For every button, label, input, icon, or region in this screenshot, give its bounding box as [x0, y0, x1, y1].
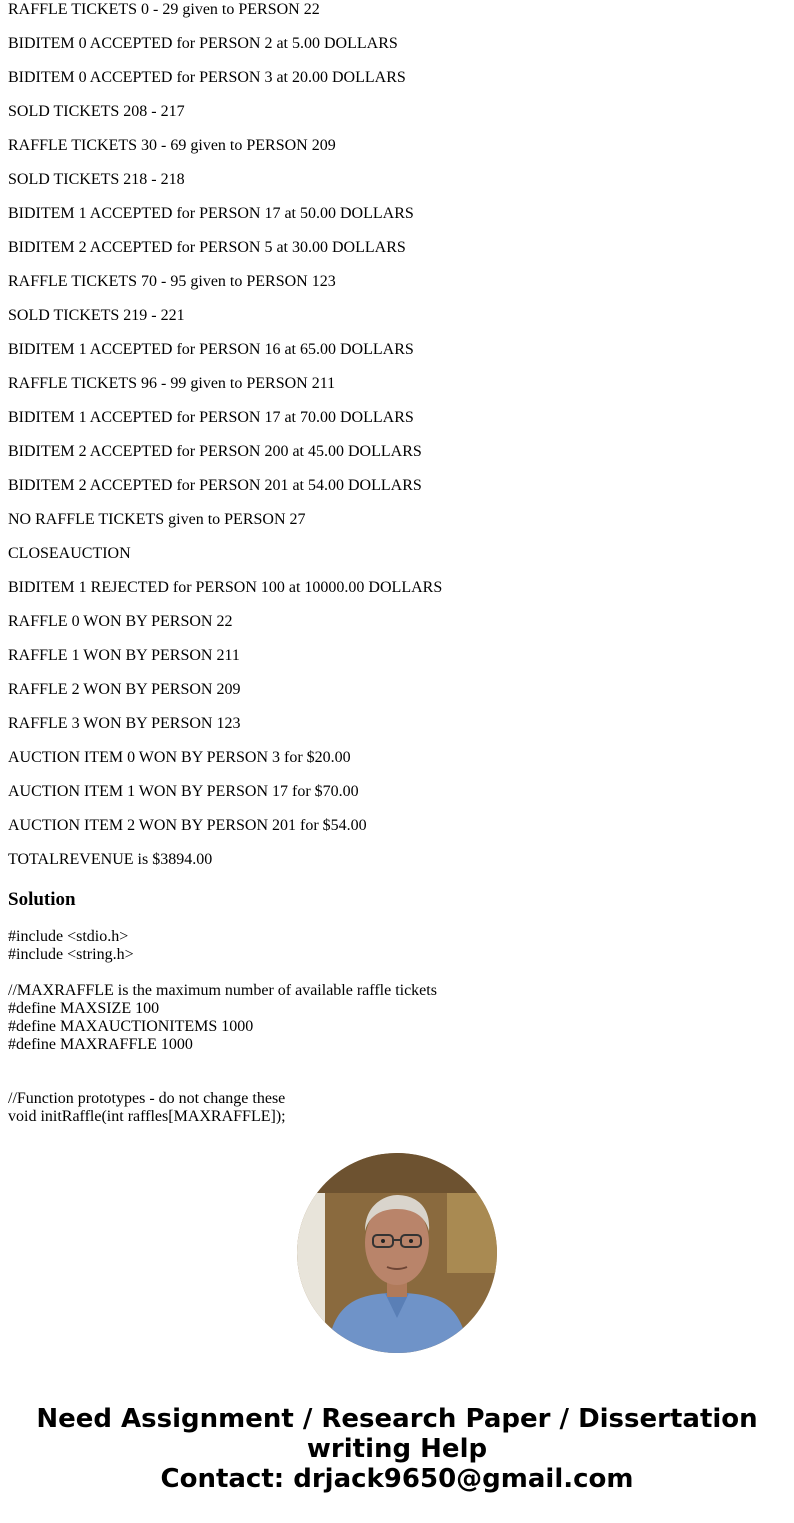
output-line: BIDITEM 1 ACCEPTED for PERSON 17 at 70.00 DOLLARS	[8, 409, 414, 426]
code-line: #define MAXSIZE 100	[8, 1000, 160, 1017]
output-line: BIDITEM 1 ACCEPTED for PERSON 16 at 65.00 DOLLARS	[8, 341, 414, 358]
output-line: RAFFLE 3 WON BY PERSON 123	[8, 715, 241, 732]
output-line: AUCTION ITEM 0 WON BY PERSON 3 for $20.00	[8, 749, 351, 766]
output-line: RAFFLE TICKETS 96 - 99 given to PERSON 211	[8, 375, 336, 392]
output-line: SOLD TICKETS 208 - 217	[8, 103, 185, 120]
output-line: BIDITEM 1 ACCEPTED for PERSON 17 at 50.00 DOLLARS	[8, 205, 414, 222]
solution-heading: Solution	[8, 889, 76, 910]
code-line: #include <stdio.h>	[8, 928, 129, 945]
output-line: BIDITEM 1 REJECTED for PERSON 100 at 10000.00 DOLLARS	[8, 579, 443, 596]
output-line: TOTALREVENUE is $3894.00	[8, 851, 213, 868]
output-line: BIDITEM 0 ACCEPTED for PERSON 2 at 5.00 DOLLARS	[8, 35, 398, 52]
code-line	[8, 964, 788, 982]
promo-line: writing Help	[306, 1434, 488, 1464]
output-line: BIDITEM 2 ACCEPTED for PERSON 5 at 30.00 DOLLARS	[8, 239, 406, 256]
code-line: #define MAXAUCTIONITEMS 1000	[8, 1018, 254, 1035]
code-line	[8, 1072, 788, 1090]
output-line: RAFFLE TICKETS 30 - 69 given to PERSON 209	[8, 137, 336, 154]
output-line: RAFFLE TICKETS 70 - 95 given to PERSON 123	[8, 273, 336, 290]
output-line: AUCTION ITEM 2 WON BY PERSON 201 for $54.00	[8, 817, 367, 834]
promo-line: Need Assignment / Research Paper / Dissertation	[36, 1404, 758, 1434]
solution-code-block	[8, 928, 788, 1124]
output-line: AUCTION ITEM 1 WON BY PERSON 17 for $70.00	[8, 783, 359, 800]
output-line: RAFFLE 1 WON BY PERSON 211	[8, 647, 240, 664]
code-line: #define MAXRAFFLE 1000	[8, 1036, 193, 1053]
code-line: #include <string.h>	[8, 946, 134, 963]
output-line: RAFFLE 2 WON BY PERSON 209	[8, 681, 241, 698]
output-line: NO RAFFLE TICKETS given to PERSON 27	[8, 511, 306, 528]
code-line: //MAXRAFFLE is the maximum number of available raffle tickets	[8, 982, 437, 999]
output-line: BIDITEM 2 ACCEPTED for PERSON 201 at 54.00 DOLLARS	[8, 477, 422, 494]
code-line: void initRaffle(int raffles[MAXRAFFLE]);	[8, 1108, 286, 1124]
code-line: //Function prototypes - do not change these	[8, 1090, 286, 1107]
author-photo	[297, 1153, 497, 1353]
output-line: SOLD TICKETS 218 - 218	[8, 171, 185, 188]
output-line: CLOSEAUCTION	[8, 545, 131, 562]
output-line: RAFFLE 0 WON BY PERSON 22	[8, 613, 233, 630]
output-line: BIDITEM 2 ACCEPTED for PERSON 200 at 45.00 DOLLARS	[8, 443, 422, 460]
promo-banner	[0, 1404, 794, 1494]
output-line: BIDITEM 0 ACCEPTED for PERSON 3 at 20.00 DOLLARS	[8, 69, 406, 86]
promo-contact: Contact: drjack9650@gmail.com	[160, 1464, 634, 1494]
output-line: RAFFLE TICKETS 0 - 29 given to PERSON 22	[8, 1, 320, 18]
code-line	[8, 1054, 788, 1072]
person-portrait-icon	[297, 1153, 497, 1353]
output-line: SOLD TICKETS 219 - 221	[8, 307, 185, 324]
